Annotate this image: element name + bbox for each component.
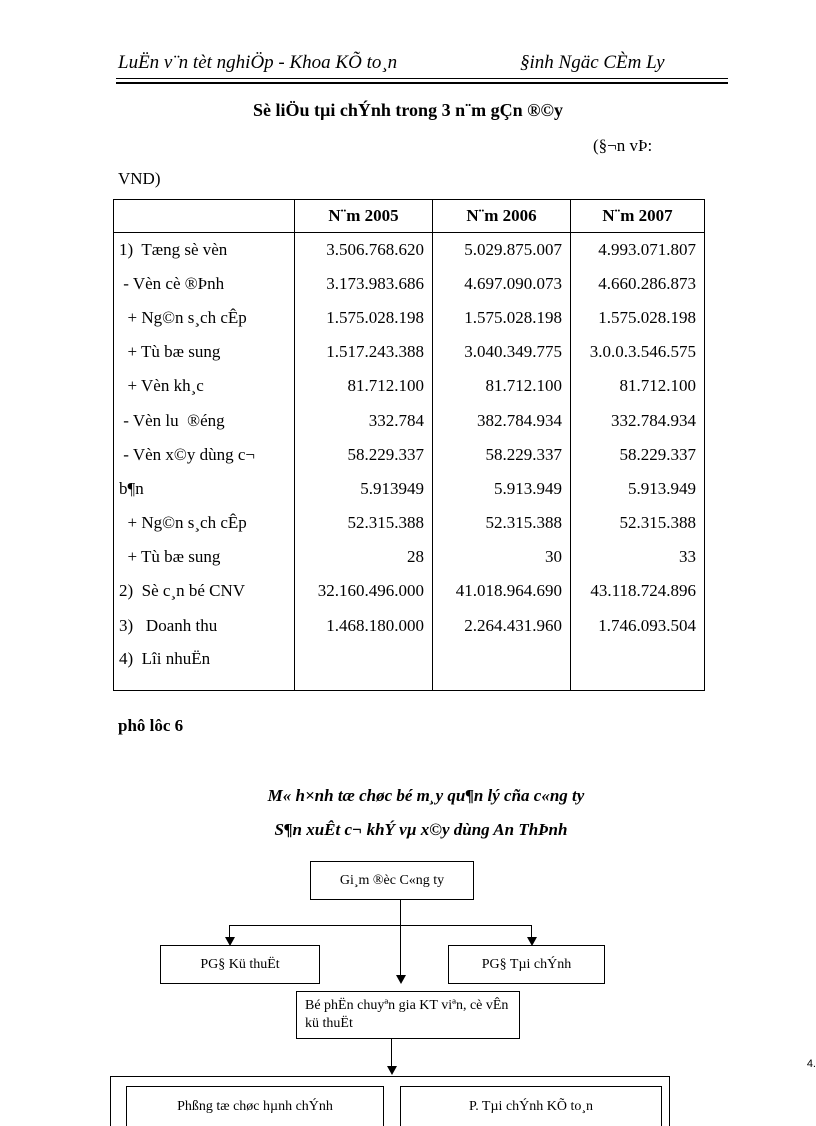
table-row — [114, 506, 705, 540]
unit-note: (§¬n vÞ: — [593, 136, 653, 155]
cell-value: 2.264.431.960 — [433, 609, 571, 643]
dept-admin-box: Phßng tæ chøc hµnh chÝnh — [126, 1086, 384, 1126]
cell-value: 1.575.028.198 — [295, 301, 433, 335]
table-row — [114, 438, 705, 472]
cell-value: 28 — [295, 540, 433, 574]
column-header — [114, 200, 295, 233]
row-label: 3) Doanh thu — [114, 609, 295, 643]
cell-value: 81.712.100 — [295, 369, 433, 403]
row-label: + Tù bæ sung — [114, 335, 295, 369]
cell-value: 3.173.983.686 — [295, 267, 433, 301]
table-row — [114, 643, 705, 691]
table-row — [114, 540, 705, 574]
connector-line — [391, 1039, 392, 1067]
cell-value: 41.018.964.690 — [433, 574, 571, 608]
cell-value: 332.784.934 — [571, 403, 705, 437]
table-title: Sè liÖu tµi chÝnh trong 3 n¨m gÇn ®©y — [253, 100, 563, 120]
row-label: 1) Tæng sè vèn — [114, 233, 295, 267]
cell-value: 1.575.028.198 — [571, 301, 705, 335]
cell-value: 5.029.875.007 — [433, 233, 571, 267]
cell-value: 52.315.388 — [433, 506, 571, 540]
cell-value: 3.506.768.620 — [295, 233, 433, 267]
running-header-right: §inh Ngäc CÈm Ly — [520, 52, 665, 73]
table-row — [114, 403, 705, 437]
cell-value: 58.229.337 — [433, 438, 571, 472]
cell-value: 1.517.243.388 — [295, 335, 433, 369]
arrow-down-icon — [387, 1066, 397, 1075]
advisory-box: Bé phËn chuyªn gia KT viªn, cè vÊn kü thuËt — [296, 991, 520, 1039]
row-label: + Ng©n s¸ch cÊp — [114, 301, 295, 335]
cell-value: 33 — [571, 540, 705, 574]
row-label: - Vèn x©y dùng c¬ — [114, 438, 295, 472]
column-header: N¨m 2007 — [571, 200, 705, 233]
deputy-technical-box: PG§ Kü thuËt — [160, 945, 320, 984]
org-chart-title: M« h×nh tæ chøc bé m¸y qu¶n lý cña c«ng ty — [267, 786, 585, 805]
cell-value: 1.468.180.000 — [295, 609, 433, 643]
cell-value: 5.913.949 — [433, 472, 571, 506]
cell-value: 81.712.100 — [571, 369, 705, 403]
page-number: 4. — [806, 1058, 816, 1070]
cell-value: 4.697.090.073 — [433, 267, 571, 301]
cell-value: 4.993.071.807 — [571, 233, 705, 267]
cell-value — [295, 643, 433, 691]
cell-value: 382.784.934 — [433, 403, 571, 437]
row-label: 2) Sè c¸n bé CNV — [114, 574, 295, 608]
connector-line — [400, 900, 401, 975]
deputy-finance-box: PG§ Tµi chÝnh — [448, 945, 605, 984]
cell-value — [571, 643, 705, 691]
arrow-down-icon — [396, 975, 406, 984]
cell-value — [433, 643, 571, 691]
cell-value: 81.712.100 — [433, 369, 571, 403]
cell-value: 5.913.949 — [571, 472, 705, 506]
org-chart-subtitle: S¶n xuÊt c¬ khÝ vµ x©y dùng An ThÞnh — [274, 820, 568, 839]
header-rule — [116, 78, 728, 79]
cell-value: 43.118.724.896 — [571, 574, 705, 608]
cell-value: 32.160.496.000 — [295, 574, 433, 608]
dept-accounting-box: P. Tµi chÝnh KÕ to¸n — [400, 1086, 662, 1126]
cell-value: 58.229.337 — [571, 438, 705, 472]
column-header: N¨m 2005 — [295, 200, 433, 233]
running-header-left: LuËn v¨n tèt nghiÖp - Khoa KÕ to¸n — [118, 52, 398, 73]
unit-note-continued: VND) — [118, 169, 161, 188]
table-row — [114, 267, 705, 301]
table-row — [114, 609, 705, 643]
cell-value: 30 — [433, 540, 571, 574]
row-label: + Vèn kh¸c — [114, 369, 295, 403]
cell-value: 52.315.388 — [295, 506, 433, 540]
table-header-row — [114, 200, 705, 233]
cell-value: 58.229.337 — [295, 438, 433, 472]
row-label: 4) Lîi nhuËn — [114, 643, 295, 691]
table-row — [114, 301, 705, 335]
row-label: b¶n — [114, 472, 295, 506]
appendix-label: phô lôc 6 — [118, 716, 184, 735]
director-box: Gi¸m ®èc C«ng ty — [310, 861, 474, 900]
table-row — [114, 335, 705, 369]
cell-value: 3.040.349.775 — [433, 335, 571, 369]
header-rule-thick — [116, 82, 728, 84]
cell-value: 4.660.286.873 — [571, 267, 705, 301]
cell-value: 3.0.0.3.546.575 — [571, 335, 705, 369]
table-row — [114, 233, 705, 267]
row-label: + Tù bæ sung — [114, 540, 295, 574]
table-row — [114, 369, 705, 403]
table-row — [114, 574, 705, 608]
cell-value: 1.746.093.504 — [571, 609, 705, 643]
row-label: - Vèn lu ®éng — [114, 403, 295, 437]
row-label: + Ng©n s¸ch cÊp — [114, 506, 295, 540]
column-header: N¨m 2006 — [433, 200, 571, 233]
cell-value: 52.315.388 — [571, 506, 705, 540]
financial-table — [113, 199, 705, 691]
row-label: - Vèn cè ®Þnh — [114, 267, 295, 301]
cell-value: 332.784 — [295, 403, 433, 437]
table-row — [114, 472, 705, 506]
connector-line — [229, 925, 532, 926]
cell-value: 1.575.028.198 — [433, 301, 571, 335]
cell-value: 5.913949 — [295, 472, 433, 506]
